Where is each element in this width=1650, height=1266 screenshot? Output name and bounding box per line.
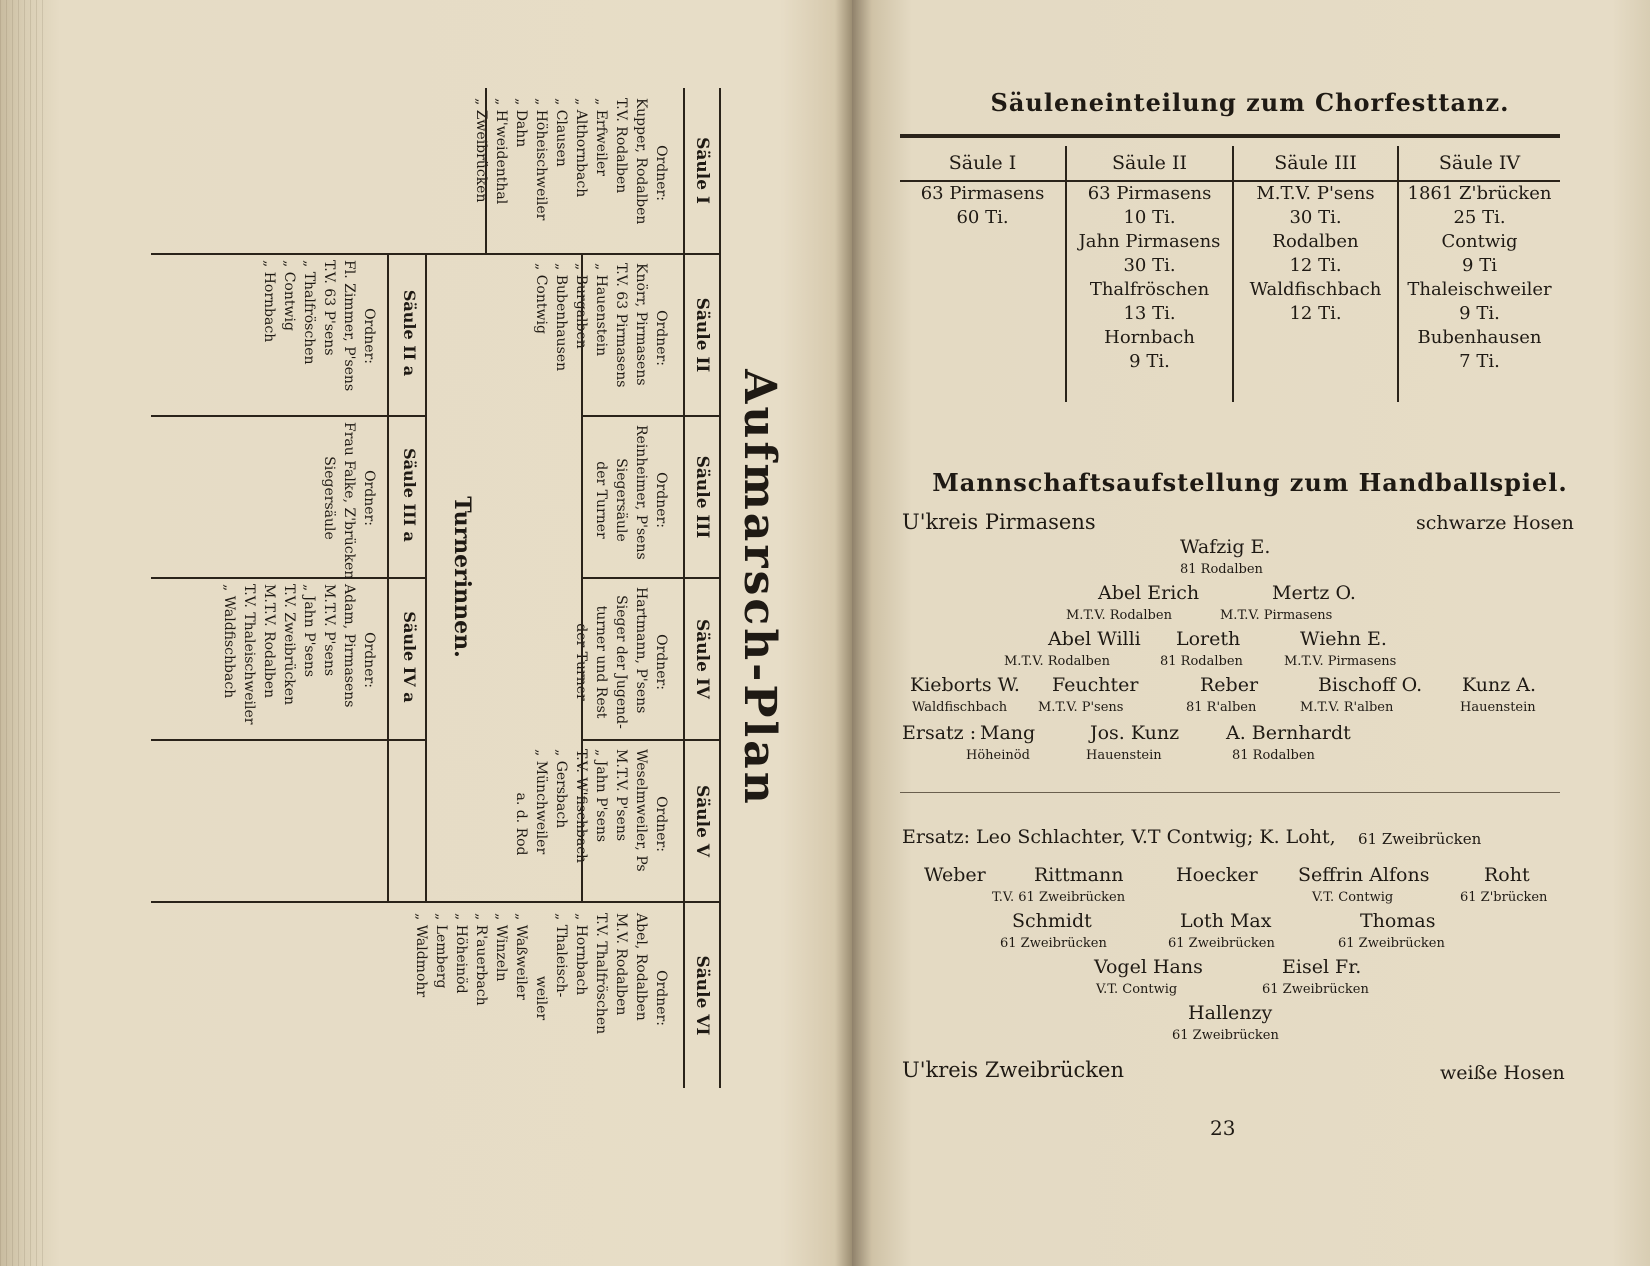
player-club: 81 Rodalben <box>1180 562 1263 577</box>
saeule-1-body <box>471 98 671 248</box>
page-number: 23 <box>1210 1116 1236 1140</box>
col-divider <box>151 577 427 579</box>
player-name: Seffrin Alfons <box>1298 864 1430 886</box>
ordner-label: Ordner: <box>361 470 377 526</box>
aufmarsch-grid <box>151 88 721 1088</box>
list-item: „ Lemberg <box>433 913 449 989</box>
ordner-name: Kupper, Rodalben <box>633 98 649 225</box>
list-item: „ Höheischweiler <box>533 98 549 221</box>
row-divider <box>485 88 487 253</box>
player-club: 81 R'alben <box>1186 700 1257 715</box>
column-head: Säule I <box>683 88 719 253</box>
col-divider <box>683 253 719 255</box>
col-divider <box>583 415 683 417</box>
entry: Jahn Pirmasens <box>1078 231 1221 252</box>
ordner-name: Abel, Rodalben <box>633 913 649 1021</box>
list-item: Siegersäule <box>613 458 629 542</box>
team1-name: U'kreis Pirmasens <box>902 510 1096 534</box>
saeule-2-body <box>531 263 671 413</box>
ordner-name: Frau Falke, Z'brücken <box>341 422 357 580</box>
list-item: T.V. W'fischbach <box>573 749 589 864</box>
list-item: T.V. Thalfröschen <box>593 913 609 1035</box>
page-edges <box>0 0 48 1266</box>
player-club: Waldfischbach <box>912 700 1008 715</box>
entry: 7 Ti. <box>1459 351 1500 372</box>
list-item: „ Erfweiler <box>593 98 609 176</box>
player-name: Kunz A. <box>1462 674 1537 696</box>
list-item: „ Waldfischbach <box>221 584 237 699</box>
list-item: „ Jahn P'sens <box>301 584 317 678</box>
player-club: Hauenstein <box>1460 700 1536 715</box>
section-divider <box>900 792 1560 793</box>
saeule-3-body <box>591 425 671 575</box>
entry: 60 Ti. <box>956 207 1009 228</box>
ordner-name: Fl. Zimmer, P'sens <box>341 260 357 392</box>
sub-3a-body <box>319 422 379 580</box>
player-club: M.T.V. Rodalben <box>1066 608 1172 623</box>
player-name: Rittmann <box>1034 864 1124 886</box>
saeulen-table <box>900 146 1560 402</box>
list-item: „ Dahn <box>513 98 529 148</box>
list-item: T.V. Rodalben <box>613 98 629 194</box>
ordner-label: Ordner: <box>653 634 669 690</box>
list-item: T.V. 63 Pirmasens <box>613 263 629 388</box>
list-item: „ Thalfröschen <box>301 260 317 365</box>
ordner-label: Ordner: <box>653 970 669 1026</box>
entry: Waldfischbach <box>1249 279 1382 300</box>
player-name: Wafzig E. <box>1180 536 1271 558</box>
player-club: M.T.V. Pirmasens <box>1284 654 1397 669</box>
player-club: M.T.V. R'alben <box>1300 700 1394 715</box>
ordner-label: Ordner: <box>361 632 377 688</box>
list-item: M.V. Rodalben <box>613 913 629 1016</box>
list-item: M.T.V. P'sens <box>613 749 629 842</box>
player-club: V.T. Contwig <box>1096 982 1178 997</box>
player-name: A. Bernhardt <box>1226 722 1351 744</box>
col-divider <box>151 739 427 741</box>
list-item: „ Contwig <box>281 260 297 331</box>
ordner-name: Hartmann, P'sens <box>633 587 649 714</box>
player-club: M.T.V. Pirmasens <box>1220 608 1333 623</box>
player-club: Hauenstein <box>1086 748 1162 763</box>
list-item: Sieger der Jugend- <box>613 595 629 729</box>
list-item: „ Höheinöd <box>453 913 469 994</box>
col-divider <box>683 901 719 903</box>
ordner-name: Reinheimer, P'sens <box>633 425 649 560</box>
list-item: der Turner <box>573 623 589 701</box>
sub-head-3a: Säule III a <box>400 448 419 542</box>
sub-2a-body <box>259 260 379 412</box>
list-item: „ Jahn P'sens <box>593 749 609 843</box>
chorfesttanz-title: Säuleneinteilung zum Chorfesttanz. <box>990 88 1510 117</box>
list-item: der Turner <box>593 461 609 539</box>
list-item: M.T.V. Rodalben <box>261 584 277 699</box>
player-name: Loth Max <box>1180 910 1272 932</box>
col-divider <box>487 253 683 255</box>
list-item: „ Burgalben <box>573 263 589 349</box>
saeule-4-entries <box>1399 182 1560 374</box>
player-name: Feuchter <box>1052 674 1139 696</box>
entry: Thaleischweiler <box>1407 279 1552 300</box>
saeule-6-body <box>411 913 671 1083</box>
entry: 63 Pirmasens <box>1087 183 1212 204</box>
saeule-4-body <box>571 587 671 737</box>
player-club: V.T. Contwig <box>1312 890 1394 905</box>
list-item: „ Contwig <box>533 263 549 334</box>
entry: Contwig <box>1441 231 1518 252</box>
list-item: „ Gersbach <box>553 749 569 829</box>
saeule-head: Säule I <box>948 152 1017 174</box>
player-name: Mang <box>980 722 1036 744</box>
column-head: Säule V <box>683 741 719 901</box>
ersatz-label: Ersatz : <box>902 722 977 744</box>
player-name: Mertz O. <box>1272 582 1356 604</box>
player-name: Abel Willi <box>1048 628 1141 650</box>
player-club: 61 Zweibrücken <box>1168 936 1275 951</box>
col-divider <box>151 253 487 255</box>
ersatz-text: Leo Schlachter, V.T Contwig; K. Loht, <box>976 826 1336 848</box>
saeule-head: Säule II <box>1112 152 1187 174</box>
list-item: T.V. Zweibrücken <box>281 584 297 706</box>
list-item: „ Zweibrücken <box>473 98 489 203</box>
list-item: „ Bubenhausen <box>553 263 569 372</box>
list-item: M.T.V. P'sens <box>321 584 337 677</box>
player-club: 81 Rodalben <box>1160 654 1243 669</box>
col-divider <box>683 577 719 579</box>
team2-name: U'kreis Zweibrücken <box>902 1058 1124 1082</box>
ersatz-label: Ersatz: <box>902 826 971 848</box>
sub-4a-body <box>219 584 379 736</box>
entry: Hornbach <box>1104 327 1195 348</box>
list-item: a. d. Rod <box>513 792 529 856</box>
entry: M.T.V. P'sens <box>1256 183 1375 204</box>
ordner-name: Knörr, Pirmasens <box>633 263 649 386</box>
ordner-label: Ordner: <box>653 472 669 528</box>
list-item: turner und Rest <box>593 605 609 719</box>
row-divider <box>581 253 583 901</box>
player-club: 61 Zweibrücken <box>1000 936 1107 951</box>
player-name: Jos. Kunz <box>1090 722 1180 744</box>
player-name: Thomas <box>1360 910 1436 932</box>
player-name: Reber <box>1200 674 1259 696</box>
list-item: „ Thaleisch- <box>553 913 569 998</box>
entry: 63 Pirmasens <box>920 183 1045 204</box>
entry: 30 Ti. <box>1123 255 1176 276</box>
entry: Rodalben <box>1272 231 1359 252</box>
player-name: Abel Erich <box>1098 582 1200 604</box>
player-club: Höheinöd <box>966 748 1030 763</box>
player-name: Hoecker <box>1176 864 1258 886</box>
player-club: M.T.V. Rodalben <box>1004 654 1110 669</box>
saeule-head: Säule IV <box>1438 152 1521 174</box>
list-item: „ Hornbach <box>573 913 589 996</box>
player-name: Bischoff O. <box>1318 674 1423 696</box>
col-divider <box>683 739 719 741</box>
player-name: Roht <box>1484 864 1530 886</box>
player-name: Schmidt <box>1012 910 1092 932</box>
entry: 9 Ti. <box>1459 303 1500 324</box>
list-item: „ Clausen <box>553 98 569 167</box>
col-divider <box>583 739 683 741</box>
sub-head-2a: Säule II a <box>400 289 419 377</box>
list-item: T.V. 63 P'sens <box>321 260 337 356</box>
saeule-1-entries <box>900 182 1065 230</box>
sub-head-4a: Säule IV a <box>400 611 419 703</box>
player-name: Hallenzy <box>1188 1002 1273 1024</box>
ersatz-club: 61 Zweibrücken <box>1358 830 1482 848</box>
list-item: T.V. Thaleischweiler <box>241 584 257 725</box>
player-name: Weber <box>924 864 986 886</box>
player-club: 61 Zweibrücken <box>1172 1028 1279 1043</box>
col-divider <box>683 415 719 417</box>
team1-pants: schwarze Hosen <box>1416 512 1574 534</box>
saeule-2-entries <box>1067 182 1232 374</box>
title-rule <box>900 134 1560 138</box>
entry: Thalfröschen <box>1089 279 1210 300</box>
entry: 9 Ti <box>1462 255 1497 276</box>
ordner-label: Ordner: <box>653 145 669 201</box>
column-head: Säule VI <box>683 903 719 1088</box>
column-head: Säule III <box>683 417 719 577</box>
player-club: 61 Zweibrücken <box>1262 982 1369 997</box>
player-name: Vogel Hans <box>1094 956 1203 978</box>
saeule-5-body <box>511 749 671 899</box>
player-club: M.T.V. P'sens <box>1038 700 1124 715</box>
list-item: „ Hauenstein <box>593 263 609 357</box>
col-divider <box>151 901 683 903</box>
list-item: „ R'auerbach <box>473 913 489 1006</box>
entry: 10 Ti. <box>1123 207 1176 228</box>
saeule-3-entries <box>1234 182 1397 326</box>
team2-pants: weiße Hosen <box>1440 1062 1565 1084</box>
ordner-label: Ordner: <box>361 308 377 364</box>
turnerinnen-title: Turnerinnen. <box>449 496 475 658</box>
aufmarsch-plan-title: Aufmarsch-Plan <box>734 369 785 807</box>
aufmarsch-plan-rotated <box>153 88 785 1088</box>
entry: 9 Ti. <box>1129 351 1170 372</box>
column-head: Säule II <box>683 255 719 415</box>
player-name: Loreth <box>1176 628 1241 650</box>
player-club: T.V. 61 Zweibrücken <box>992 890 1126 905</box>
col-divider <box>583 577 683 579</box>
ordner-name: Adam, Pirmasens <box>341 584 357 708</box>
player-club: 81 Rodalben <box>1232 748 1315 763</box>
player-name: Wiehn E. <box>1300 628 1387 650</box>
entry: 12 Ti. <box>1289 255 1342 276</box>
entry: 13 Ti. <box>1123 303 1176 324</box>
column-head: Säule IV <box>683 579 719 739</box>
list-item: Siegersäule <box>321 456 337 540</box>
list-item: „ H'weidenthal <box>493 98 509 205</box>
list-item: weiler <box>533 975 549 1021</box>
player-club: 61 Z'brücken <box>1460 890 1548 905</box>
list-item: „ Waldmohr <box>413 913 429 998</box>
handball-title: Mannschaftsaufstellung zum Handballspiel. <box>932 468 1568 497</box>
list-item: „ Winzeln <box>493 913 509 982</box>
entry: 12 Ti. <box>1289 303 1342 324</box>
list-item: „ Althornbach <box>573 98 589 198</box>
ordner-name: Weselmweiler, Ps <box>633 749 649 872</box>
col-divider <box>151 415 427 417</box>
player-name: Eisel Fr. <box>1282 956 1362 978</box>
saeule-head: Säule III <box>1274 152 1357 174</box>
entry: Bubenhausen <box>1417 327 1542 348</box>
list-item: „ Hornbach <box>261 260 277 343</box>
entry: 25 Ti. <box>1453 207 1506 228</box>
ordner-label: Ordner: <box>653 796 669 852</box>
entry: 1861 Z'brücken <box>1407 183 1552 204</box>
player-name: Kieborts W. <box>910 674 1020 696</box>
ordner-label: Ordner: <box>653 310 669 366</box>
list-item: „ Münchweiler <box>533 749 549 855</box>
player-club: 61 Zweibrücken <box>1338 936 1445 951</box>
list-item: „ Waßweiler <box>513 913 529 1000</box>
entry: 30 Ti. <box>1289 207 1342 228</box>
